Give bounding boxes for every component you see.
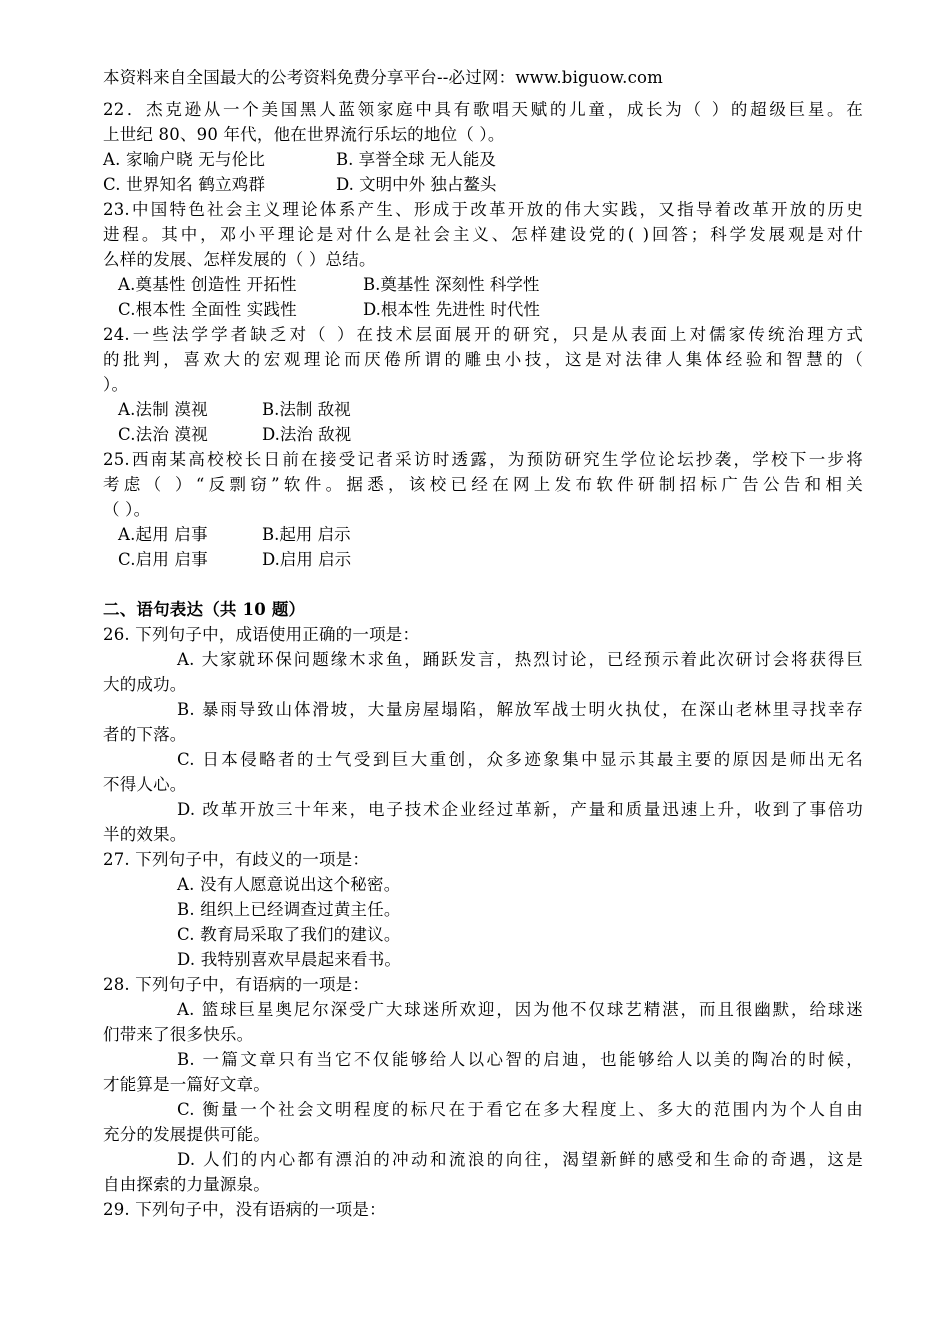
q28-stem: 28. 下列句子中，有语病的一项是： xyxy=(103,975,370,994)
q25-option-b: B.起用 启示 xyxy=(262,525,351,544)
q29-stem: 29. 下列句子中，没有语病的一项是： xyxy=(103,1200,386,1219)
q26-option-c-line1: C. 日本侵略者的士气受到巨大重创，众多迹象集中显示其最主要的原因是师出无名 xyxy=(177,750,863,769)
q24-stem-line3: ）。 xyxy=(103,375,129,394)
q27-option-a: A. 没有人愿意说出这个秘密。 xyxy=(177,875,401,894)
q23-stem-line2: 进程。其中，邓小平理论是对什么是社会主义、怎样建设党的( )回答；科学发展观是对什 xyxy=(103,225,863,244)
q26-option-b-line1: B. 暴雨导致山体滑坡，大量房屋塌陷，解放军战士明火执仗，在深山老林里寻找幸存 xyxy=(177,700,863,719)
q24-option-d: D.法治 敌视 xyxy=(262,425,352,444)
q28-option-d-line2: 自由探索的力量源泉。 xyxy=(103,1175,270,1194)
q26-option-a-line1: A. 大家就环保问题缘木求鱼，踊跃发言，热烈讨论，已经预示着此次研讨会将获得巨 xyxy=(177,650,863,669)
q23-stem-line3: 么样的发展、怎样发展的（ ）总结。 xyxy=(103,250,376,269)
section-heading: 二、语句表达（共 10 题） xyxy=(103,600,306,619)
q25-stem-line2: 考虑（ ）“反剽窃”软件。据悉，该校已经在网上发布软件研制招标广告公告和相关 xyxy=(103,475,863,494)
q22-option-d: D. 文明中外 独占鳌头 xyxy=(336,175,497,194)
q25-stem-line3: （ ）。 xyxy=(103,500,151,519)
q26-option-d-line2: 半的效果。 xyxy=(103,825,187,844)
q23-option-c: C.根本性 全面性 实践性 xyxy=(118,300,297,319)
q24-stem-line1: 24.一些法学学者缺乏对（ ）在技术层面展开的研究，只是从表面上对儒家传统治理方式 xyxy=(103,325,863,344)
q28-option-b-line1: B. 一篇文章只有当它不仅能够给人以心智的启迪，也能够给人以美的陶冶的时候， xyxy=(177,1050,863,1069)
q27-stem: 27. 下列句子中，有歧义的一项是： xyxy=(103,850,370,869)
q26-option-b-line2: 者的下落。 xyxy=(103,725,187,744)
q27-option-b: B. 组织上已经调查过黄主任。 xyxy=(177,900,401,919)
q28-option-a-line1: A. 篮球巨星奥尼尔深受广大球迷所欢迎，因为他不仅球艺精湛，而且很幽默，给球迷 xyxy=(177,1000,863,1019)
q24-stem-line2: 的批判，喜欢大的宏观理论而厌倦所谓的雕虫小技，这是对法律人集体经验和智慧的（ xyxy=(103,350,863,369)
q22-option-a: A. 家喻户晓 无与伦比 xyxy=(103,150,266,169)
q23-option-b: B.奠基性 深刻性 科学性 xyxy=(363,275,540,294)
q28-option-b-line2: 才能算是一篇好文章。 xyxy=(103,1075,270,1094)
q25-option-d: D.启用 启示 xyxy=(262,550,352,569)
q24-option-b: B.法制 敌视 xyxy=(262,400,351,419)
q24-option-a: A.法制 漠视 xyxy=(118,400,208,419)
q25-option-a: A.起用 启事 xyxy=(118,525,208,544)
q22-option-b: B. 享誉全球 无人能及 xyxy=(336,150,496,169)
q28-option-c-line1: C. 衡量一个社会文明程度的标尺在于看它在多大程度上、多大的范围内为个人自由 xyxy=(177,1100,863,1119)
q24-option-c: C.法治 漠视 xyxy=(118,425,208,444)
q23-option-d: D.根本性 先进性 时代性 xyxy=(363,300,540,319)
q22-stem-line2: 上世纪 80、90 年代，他在世界流行乐坛的地位（ ）。 xyxy=(103,125,505,144)
q26-stem: 26. 下列句子中，成语使用正确的一项是： xyxy=(103,625,420,644)
q28-option-c-line2: 充分的发展提供可能。 xyxy=(103,1125,270,1144)
q28-option-d-line1: D. 人们的内心都有漂泊的冲动和流浪的向往，渴望新鲜的感受和生命的奇遇，这是 xyxy=(177,1150,863,1169)
q26-option-c-line2: 不得人心。 xyxy=(103,775,187,794)
q25-stem-line1: 25.西南某高校校长日前在接受记者采访时透露，为预防研究生学位论坛抄袭，学校下一步将 xyxy=(103,450,863,469)
q22-stem-line1: 22．杰克逊从一个美国黑人蓝领家庭中具有歌唱天赋的儿童，成长为（ ）的超级巨星。在 xyxy=(103,100,863,119)
q26-option-a-line2: 大的成功。 xyxy=(103,675,187,694)
q28-option-a-line2: 们带来了很多快乐。 xyxy=(103,1025,254,1044)
page-header: 本资料来自全国最大的公考资料免费分享平台--必过网：www.biguow.com xyxy=(103,68,664,87)
q23-stem-line1: 23.中国特色社会主义理论体系产生、形成于改革开放的伟大实践，又指导着改革开放的历史 xyxy=(103,200,863,219)
q26-option-d-line1: D. 改革开放三十年来，电子技术企业经过革新，产量和质量迅速上升，收到了事倍功 xyxy=(177,800,863,819)
q22-option-c: C. 世界知名 鹤立鸡群 xyxy=(103,175,266,194)
q25-option-c: C.启用 启事 xyxy=(118,550,208,569)
q23-option-a: A.奠基性 创造性 开拓性 xyxy=(118,275,297,294)
q27-option-d: D. 我特别喜欢早晨起来看书。 xyxy=(177,950,402,969)
q27-option-c: C. 教育局采取了我们的建议。 xyxy=(177,925,401,944)
